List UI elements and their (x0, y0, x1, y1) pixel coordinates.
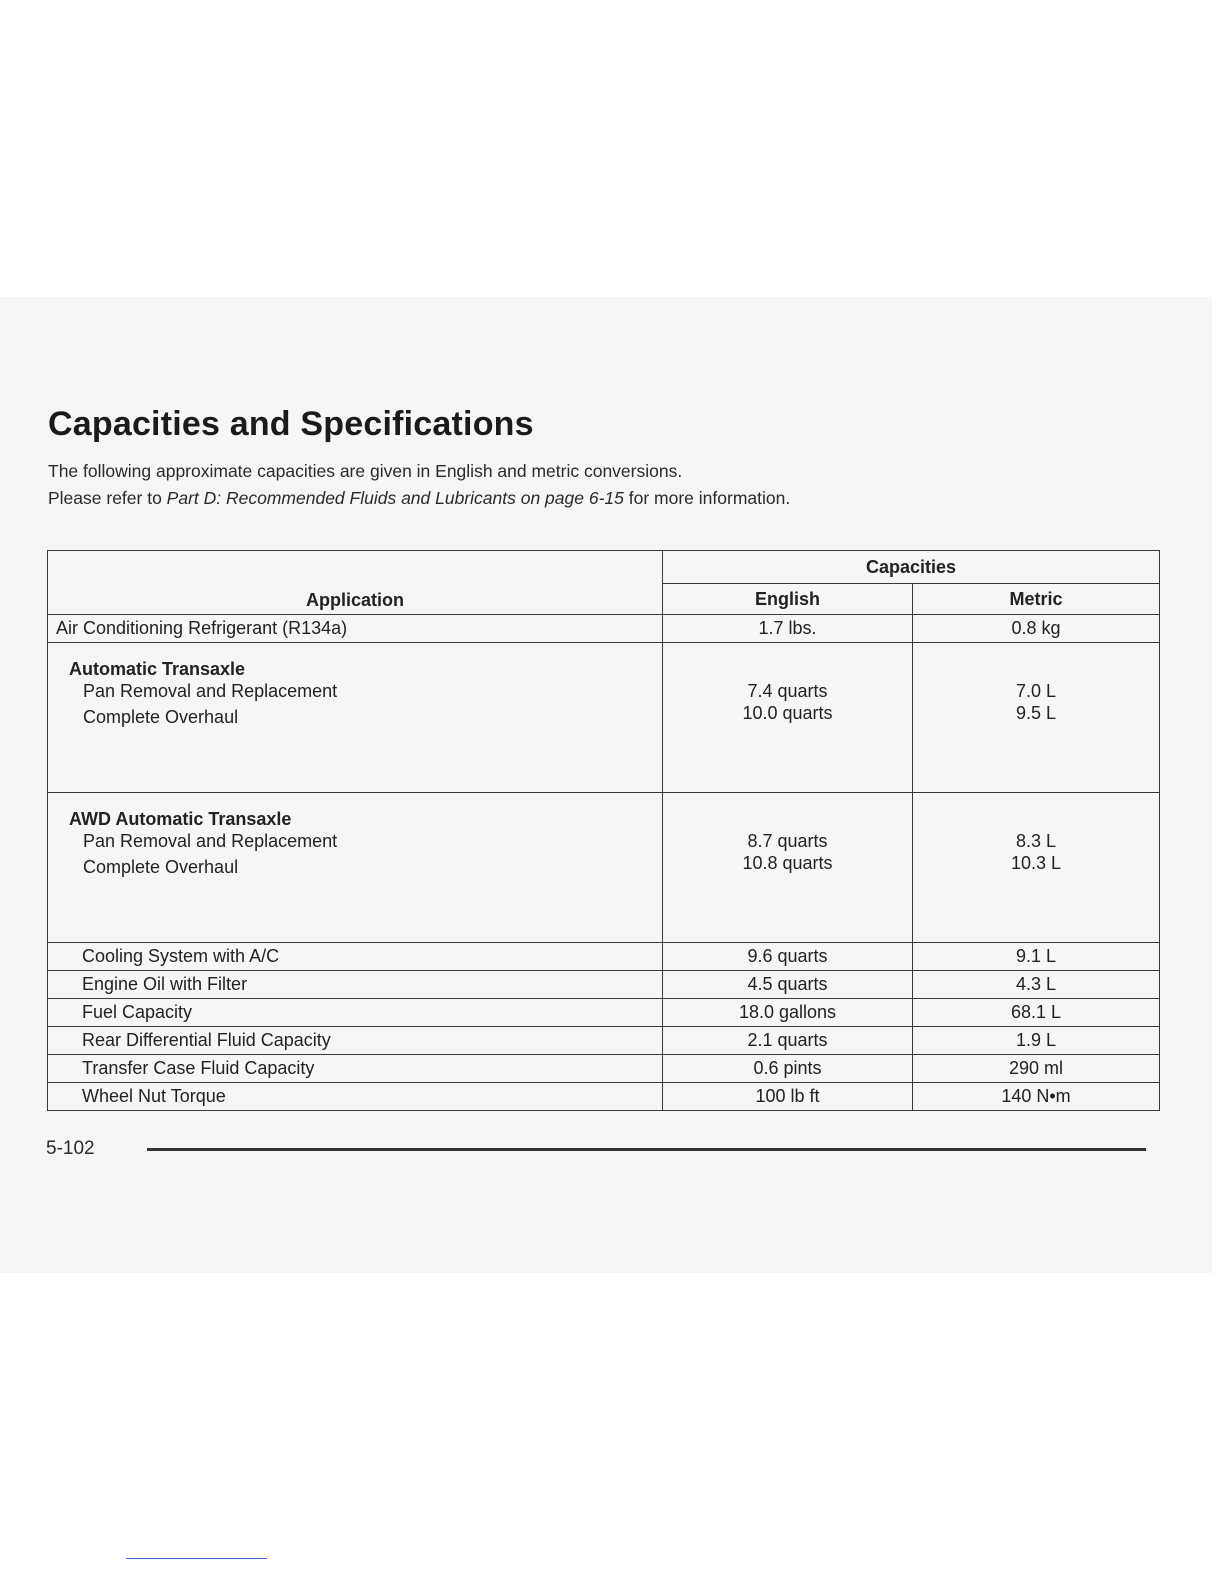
group-line: Complete Overhaul (83, 857, 239, 877)
cell-metric (913, 643, 1160, 793)
intro-text-line-2 (48, 488, 790, 509)
table-row (48, 999, 1160, 1027)
cell-metric: 140 N•m (913, 1083, 1160, 1111)
value: 7.0 L (1015, 681, 1057, 701)
cell-metric: 9.1 L (913, 943, 1160, 971)
cell-metric: 4.3 L (913, 971, 1160, 999)
cell-application: Engine Oil with Filter (48, 971, 663, 999)
header-application: Application (48, 551, 663, 615)
intro-suffix: for more information. (623, 488, 791, 508)
cell-english: 2.1 quarts (663, 1027, 913, 1055)
cell-english (663, 793, 913, 943)
group-title: Automatic Transaxle (69, 659, 246, 679)
cell-english: 100 lb ft (663, 1083, 913, 1111)
cell-application: Cooling System with A/C (48, 943, 663, 971)
value: 9.5 L (1015, 703, 1057, 723)
value: 10.3 L (1010, 853, 1062, 873)
intro-text-line-1: The following approximate capacities are given in English and metric conversions. (48, 461, 683, 481)
cell-metric: 0.8 kg (913, 615, 1160, 643)
cross-reference-link[interactable]: Part D: Recommended Fluids and Lubricants on page 6-15 (166, 488, 624, 508)
value: 10.0 quarts (742, 703, 833, 723)
group-line: Complete Overhaul (83, 707, 239, 727)
value: 7.4 quarts (747, 681, 828, 701)
cell-application (48, 793, 663, 943)
page-link-underline (126, 1558, 267, 1559)
table-row (48, 615, 1160, 643)
cell-application (48, 643, 663, 793)
table-group-automatic-transaxle (48, 643, 1160, 793)
table-row (48, 1027, 1160, 1055)
table-row (48, 1083, 1160, 1111)
table-row (48, 1055, 1160, 1083)
cell-metric: 1.9 L (913, 1027, 1160, 1055)
cell-english: 0.6 pints (663, 1055, 913, 1083)
group-title: AWD Automatic Transaxle (69, 809, 292, 829)
group-line: Pan Removal and Replacement (83, 681, 338, 701)
cell-english: 18.0 gallons (663, 999, 913, 1027)
value: 8.3 L (1015, 831, 1057, 851)
page-number: 5-102 (46, 1138, 95, 1159)
footer-divider (147, 1148, 1146, 1151)
cell-metric (913, 793, 1160, 943)
group-line: Pan Removal and Replacement (83, 831, 338, 851)
value: 10.8 quarts (742, 853, 833, 873)
cell-application: Air Conditioning Refrigerant (R134a) (48, 615, 663, 643)
cell-application: Wheel Nut Torque (48, 1083, 663, 1111)
table-row (48, 943, 1160, 971)
cell-english: 4.5 quarts (663, 971, 913, 999)
cell-application: Rear Differential Fluid Capacity (48, 1027, 663, 1055)
intro-prefix: Please refer to (48, 488, 167, 508)
cell-english (663, 643, 913, 793)
cell-application: Fuel Capacity (48, 999, 663, 1027)
cell-english: 9.6 quarts (663, 943, 913, 971)
capacities-table (47, 550, 1160, 1111)
cell-metric: 68.1 L (913, 999, 1160, 1027)
header-english: English (663, 584, 913, 615)
cell-metric: 290 ml (913, 1055, 1160, 1083)
cell-english: 1.7 lbs. (663, 615, 913, 643)
page-title: Capacities and Specifications (48, 405, 534, 443)
header-metric: Metric (913, 584, 1160, 615)
table-row (48, 971, 1160, 999)
value: 8.7 quarts (747, 831, 828, 851)
header-capacities: Capacities (663, 551, 1160, 584)
table-group-awd-automatic-transaxle (48, 793, 1160, 943)
cell-application: Transfer Case Fluid Capacity (48, 1055, 663, 1083)
